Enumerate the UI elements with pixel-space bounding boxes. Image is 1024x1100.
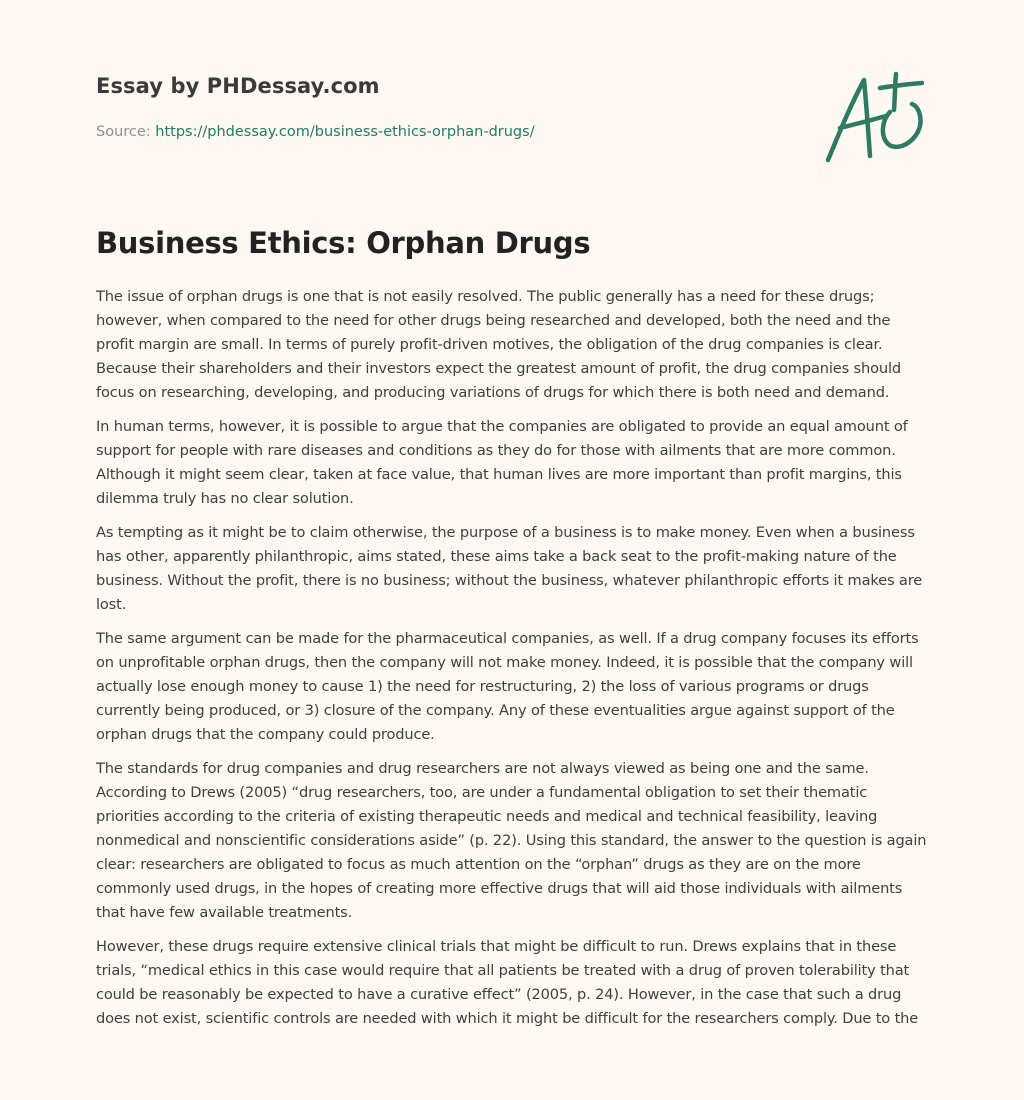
site-brand: Essay by PHDessay.com <box>96 74 380 98</box>
essay-title: Business Ethics: Orphan Drugs <box>96 226 591 260</box>
essay-paragraph-5: The standards for drug companies and drug researchers are not always viewed as being one and the same. According to Drews (2005) “drug researchers, too, are under a fundamental obligation to set their thematic priorities according to the criteria of existing therapeutic needs and medical and technical feasibility, leaving nonmedical and nonscientific considerations aside” (p. 22). Using this standard, the answer to the question is again clear: researchers are obligated to focus as much attention on the “orphan” drugs as they are on the more commonly used drugs, in the hopes of creating more effective drugs that will aid those individuals with ailments that have few available treatments. <box>96 760 927 921</box>
a-plus-grade-logo-icon <box>824 70 924 164</box>
essay-paragraph-2: In human terms, however, it is possible to argue that the companies are obligated to provide an equal amount of support for people with rare diseases and conditions as they do for those with ailments that are more common. Although it might seem clear, taken at face value, that human lives are more important than profit margins, this dilemma truly has no clear solution. <box>96 418 908 507</box>
source-line <box>96 124 535 140</box>
essay-body <box>96 285 928 1041</box>
source-label: Source: <box>96 124 156 140</box>
essay-paragraph-6: However, these drugs require extensive clinical trials that might be difficult to run. Drews explains that in these trials, “medical ethics in this case would require that all patients be treated with a drug of proven tolerability that could be reasonably be expected to have a curative effect” (2005, p. 24). However, in the case that such a drug does not exist, scientific controls are needed with which it might be difficult for the researchers comply. Due to the <box>96 938 919 1027</box>
source-link[interactable]: https://phdessay.com/business-ethics-orphan-drugs/ <box>155 124 535 140</box>
essay-paragraph-4: The same argument can be made for the pharmaceutical companies, as well. If a drug company focuses its efforts on unprofitable orphan drugs, then the company will not make money. Indeed, it is possible that the company will actually lose enough money to cause 1) the need for restructuring, 2) the loss of various programs or drugs currently being produced, or 3) closure of the company. Any of these eventualities argue against support of the orphan drugs that the company could produce. <box>96 630 919 743</box>
essay-page <box>96 0 928 1100</box>
essay-paragraph-1: The issue of orphan drugs is one that is not easily resolved. The public generally has a need for these drugs; however, when compared to the need for other drugs being researched and developed, both the need and the profit margin are small. In terms of purely profit-driven motives, the obligation of the drug companies is clear. Because their shareholders and their investors expect the greatest amount of profit, the drug companies should focus on researching, developing, and producing variations of drugs for which there is both need and demand. <box>96 288 901 401</box>
essay-paragraph-3: As tempting as it might be to claim otherwise, the purpose of a business is to make money. Even when a business has other, apparently philanthropic, aims stated, these aims take a back seat to the profit-making nature of the business. Without the profit, there is no business; without the business, whatever philanthropic efforts it makes are lost. <box>96 524 923 613</box>
header <box>96 74 928 140</box>
